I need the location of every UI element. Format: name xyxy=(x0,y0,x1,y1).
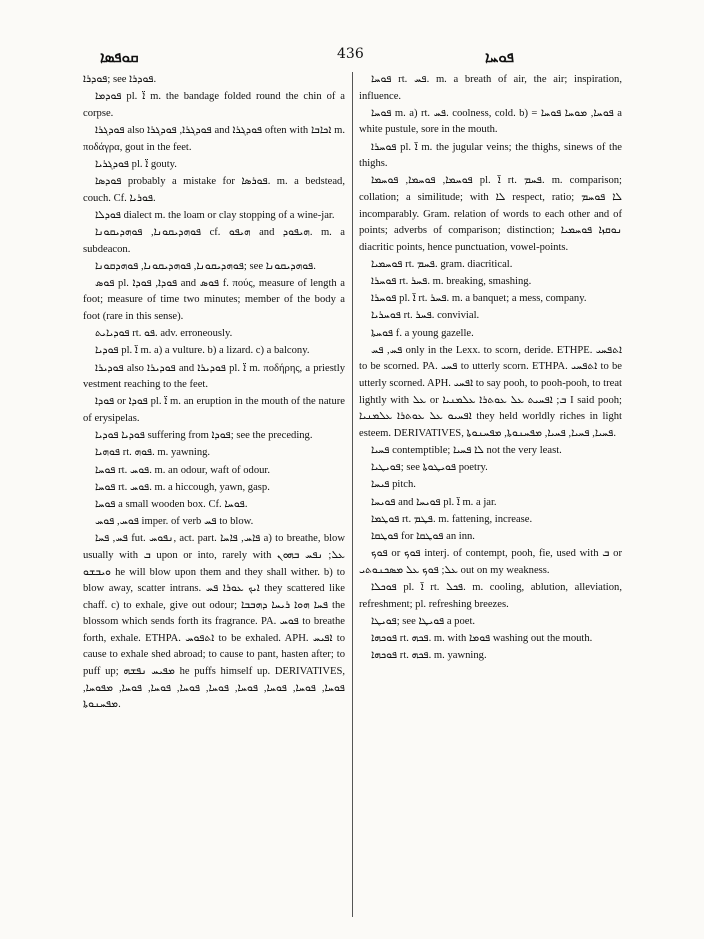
dictionary-entry: ܦܘܗܝܐ rt. ܦܘܗ. m. yawning. xyxy=(95,447,211,459)
dictionary-entry: ܦܘܕܓܪܝܐ pl. ܐ̈ gouty. xyxy=(95,158,177,170)
dictionary-entry: ܦܘܝܛܐ; see ܦܘܝܛܐ a poet. xyxy=(371,615,476,627)
dictionary-entry: ܦܘܚܪܐ pl. ܐ̈ m. the jugular veins; the thighs, sinews of the thighs. xyxy=(359,141,622,170)
dictionary-entry: ܦܝܚܐ pitch. xyxy=(371,479,416,491)
dictionary-entry: ܦܘܚܬܐ f. a young gazelle. xyxy=(371,327,474,339)
left-column xyxy=(83,72,345,714)
running-head-right: ܦܘܚܐ xyxy=(485,48,514,66)
dictionary-entry: ܦܘܕܐ or ܦܘܕܐ pl. ܐ̈ m. an eruption in the mouth of the nature of erysipelas. xyxy=(83,396,345,424)
dictionary-entry: ܦܘܚ, ܦܘܚ imper. of verb ܦܚ to blow. xyxy=(95,516,254,528)
dictionary-entry: ܦܘܟܠܐ pl. ܐ̈ rt. ܦܟܠ. m. cooling, ablution, alleviation, refreshment; pl. refreshing breezes. xyxy=(359,581,622,610)
dictionary-entry: ܦܘܚܪܝܐ rt. ܦܚܪ. convivial. xyxy=(371,310,480,322)
dictionary-entry: ܦܘܗܕܝܩܘܢܐ, ܦܘܗܕܝܩܘܢܐ cf. ܗܝܦܘ and ܗܝܦܘܕ. m. a subdeacon. xyxy=(83,226,345,255)
dictionary-entry: ܦܘܚܪܐ pl. ܐ̈ rt. ܦܚܪ. m. a banquet; a mess, company. xyxy=(371,293,587,305)
dictionary-entry: ܦܘܚܐ m. a) rt. ܦܚ. coolness, cold. b) = ܦܘܚܐ, ܡܘܚܐ ܦܘܚܐ a white pustule, sore in the mouth. xyxy=(359,107,622,136)
dictionary-entry: ܦܘܕܪܐ; see ܦܘܕܪܐ. xyxy=(83,74,157,85)
dictionary-entry: ܦܘܟܗܐ rt. ܦܟܗ. m. yawning. xyxy=(371,650,487,662)
dictionary-entry: ܦܘܟ or ܦܘܟ interj. of contempt, pooh, fie, used with ܒ or ܥܠ; ܦܘܟ ܥܠ ܡܣܟܢܘܬܝ out on my weakness. xyxy=(359,548,622,576)
running-head xyxy=(0,40,704,70)
dictionary-entry: ܦܘܚܡܐ, ܦܘܚܡܐ, ܦܘܚܡܐ pl. ܐ̈ rt. ܦܚܡ. m. comparison; collation; a similitude; with ܠܐ respect, ratio; ܠܐ ܦܘܚܡ incomparably. Gram. relation of words to each other and of points; adverbs of comparison; distinction; ܢܘܩܙܐ ܦܘܚܡܝܐ diacritic points, hence punctuation, vowel-points. xyxy=(359,175,622,253)
dictionary-entry: ܦܘܕܓܪܐ also ܦܘܕܓܪܐ, ܦܘܕܓܪܐ and ܦܘܕܓܪܐ often with ܐܟܐܒܐ m. ποδάγρα, gout in the feet. xyxy=(83,124,346,153)
dictionary-entry: ܦܘܕܣܐ probably a mistake for ܦܘܪܣܐ. m. a bedstead, couch. Cf. ܦܘܪܝܐ. xyxy=(83,175,346,204)
dictionary-entry: ܦܘܚܐ a small wooden box. Cf. ܦܘܚܐ. xyxy=(95,498,248,510)
dictionary-entry: ܦܘܕܝܐ ܦܘܕܝܐ suffering from ܦܘܕܐ; see the preceding. xyxy=(95,430,313,442)
dictionary-entry: ܦܘܚܐ rt. ܦܘܚ. m. an odour, waft of odour. xyxy=(95,464,271,476)
dictionary-entry: ܦܘܗܕܝܩܘܢܐ, ܦܘܗܕܝܩܘܢܐ, ܦܘܗܕܩܘܢܐ; see ܦܘܗܕܝܩܘܢܐ. xyxy=(95,260,316,272)
dictionary-entry: ܦܘܕܠܐ dialect m. the loam or clay stopping of a wine-jar. xyxy=(95,209,335,221)
column-divider xyxy=(352,72,353,917)
dictionary-entry: ܦܘܛܡܐ rt. ܦܛܡ. m. fattening, increase. xyxy=(371,513,533,525)
dictionary-entry: ܦܘܚܐ rt. ܦܘܚ. m. a hiccough, yawn, gasp. xyxy=(95,481,270,493)
dictionary-entry: ܦܘܣ pl. ܦܘܕܐ, ܦܘܕܐ and ܦܘܣ f. πούς, measure of length a foot; measure of time two minutes; member of the body a foot (rare in this sense). xyxy=(83,277,345,323)
dictionary-entry: ܦܘܝܛܝܐ; see ܦܘܝܛܘܬܐ poetry. xyxy=(371,462,488,474)
dictionary-entry: ܦܘܛܩܐ for ܦܘܛܩܐ an inn. xyxy=(371,530,475,542)
dictionary-entry: ܦܚ, ܦܚ only in the Lexx. to scorn, deride. ETHPE. ܐܬܦܚܝ to be scorned. PA. ܦܚܝ to utterly scorn. ETHPA. ܐܬܦܚܝ to be utterly scorned. APH. ܐܦܚܝ to say pooh, to pooh-pooh, to treat lightly with ܥܠ or ܒ; ܐܦܚܝܬ ܥܠ ܥܘܬܪܐ ܥܠܡܢܝܐ I said pooh; ܐܦܚܝܘ ܥܠ ܥܘܬܪܐ ܥܠܡܢܝܐ they held worldly riches in light esteem. DERIVATIVES, ܦܚܝܐ, ܦܚܝܐ, ܦܚܝܐ, ܡܦܚܢܘܬܐ, ܡܦܚܢܘܬܐ. xyxy=(359,344,623,439)
dictionary-entry: ܦܘܕܝܐ pl. ܐ̈ m. a) a vulture. b) a lizard. c) a balcony. xyxy=(95,345,310,357)
dictionary-entry: ܦܘܝܚܐ and ܦܘܝܚܐ pl. ܐ̈ m. a jar. xyxy=(371,496,497,508)
dictionary-entry: ܦܘܟܗܐ rt. ܦܟܗ. m. with ܦܘܡܐ washing out the mouth. xyxy=(371,632,593,644)
dictionary-entry: ܦܚܝܐ contemptible; ܠܐ ܦܚܝܐ not the very least. xyxy=(371,445,562,456)
dictionary-entry: ܦܘܚܐ rt. ܦܚ. m. a breath of air, the air; inspiration, influence. xyxy=(359,74,622,102)
dictionary-entry: ܦܘܕܝܪܐ also ܦܘܕܝܪܐ and ܦܘܕܝܪܐ pl. ܐ̈ m. ποδήρης, a priestly vestment reaching to the feet. xyxy=(83,362,345,391)
dictionary-entry: ܦܘܕܝܐܝܬ rt. ܦܘ. adv. erroneously. xyxy=(95,328,233,340)
dictionary-entry: ܦܘܚܪܐ rt. ܦܚܪ. m. breaking, smashing. xyxy=(371,276,532,288)
dictionary-entry: ܦܘܕܡܐ pl. ܐ̈ m. the bandage folded round the chin of a corpse. xyxy=(83,91,346,119)
dictionary-entry: ܦܚ, ܦܚܐ fut. ܢܦܘܚ, act. part. ܦܐܚ, ܦܐܚܐ a) to breathe, blow usually with ܒ upon or into, rarely with ܥܠ; ܢܦܚ ܒܗܘܢ ܘܝܒܫܘ he will blow upon them and they shall wither. b) to blow away, scatter intrans. ܐܝܟ ܥܘܪܐ ܦܚ they scattered like chaff. c) to exhale, give out odour; ܦܚܐ ܗܘܐ ܪܝܚܐ ܕܗܒܒܐ the blossom which sends forth its fragrance. PA. ܦܘܚ to breathe forth, exhale. ETHPA. ܐܬܦܘܚ to be exhaled. APH. ܐܦܝܚ to cause to exhale shed abroad; to cause to pant, hasten after; to puff up; ܡܦܝܚ ܢܦܫܗ he puffs himself up. DERIVATIVES, ܦܘܚܐ, ܦܘܚܐ, ܦܘܚܐ, ܦܘܚܐ, ܦܘܚܐ, ܦܘܚܐ, ܦܘܚܐ, ܦܘܚܐ, ܡܦܘܚܐ, ܡܦܚܢܘܬܐ. xyxy=(83,533,346,711)
dictionary-entry: ܦܘܚܡܝܐ rt. ܦܚܡ. gram. diacritical. xyxy=(371,258,513,270)
running-head-left: ܩܘܦܣܐ xyxy=(100,48,139,66)
right-column xyxy=(359,72,622,665)
page-number: 436 xyxy=(337,46,364,62)
